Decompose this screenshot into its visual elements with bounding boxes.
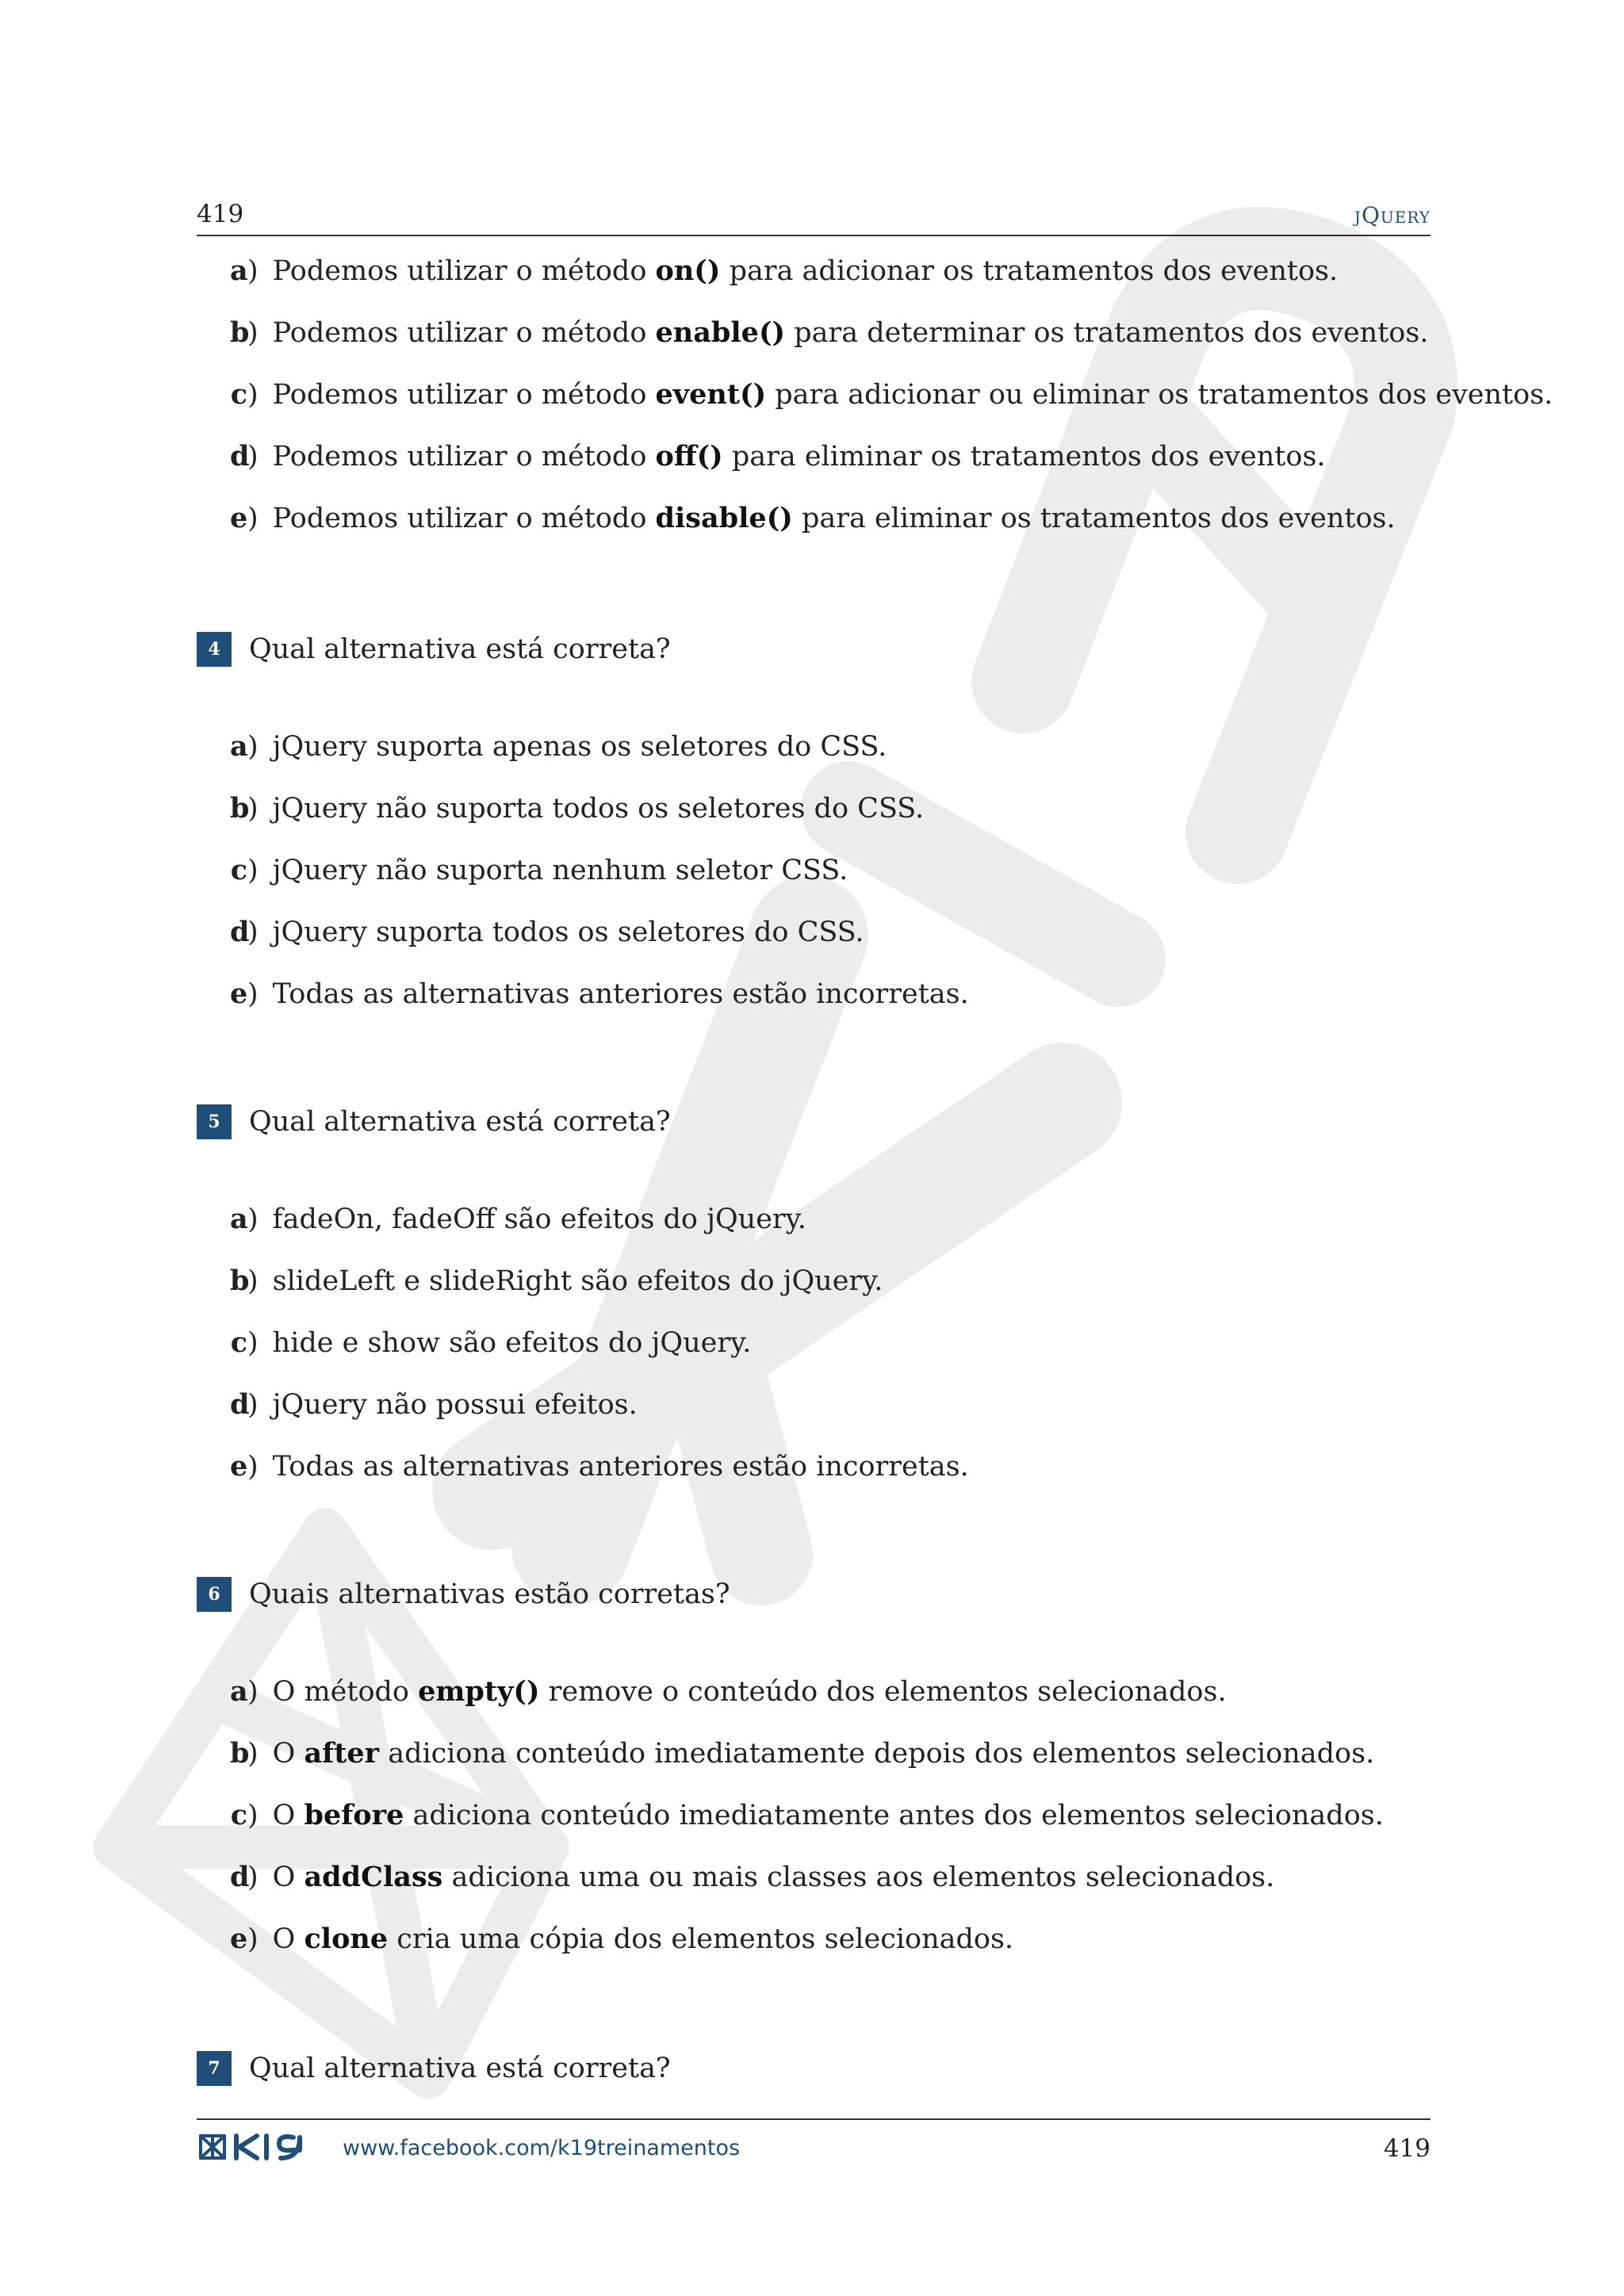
question-4 <box>197 632 671 667</box>
q5-option-d: d) jQuery não possui efeitos. <box>230 1388 638 1421</box>
question-5 <box>197 1104 671 1139</box>
question-6 <box>197 1577 730 1612</box>
header-chapter-title: jQuery <box>1354 202 1431 228</box>
page-footer <box>197 2118 1431 2175</box>
question-number-badge: 4 <box>197 632 232 667</box>
footer-page-number: 419 <box>1383 2134 1431 2163</box>
q6-option-d: d) O addClass adiciona uma ou mais classes aos elementos selecionados. <box>230 1861 1275 1893</box>
question-7 <box>197 2051 671 2086</box>
q5-option-b: b) slideLeft e slideRight são efeitos do jQuery. <box>230 1265 883 1297</box>
q5-option-e: e) Todas as alternativas anteriores estão incorretas. <box>230 1450 969 1483</box>
q6-option-e: e) O clone cria uma cópia dos elementos selecionados. <box>230 1923 1014 1955</box>
q4-option-e: e) Todas as alternativas anteriores estão incorretas. <box>230 978 969 1010</box>
k19-logo <box>198 2131 317 2163</box>
q6-option-c: c) O before adiciona conteúdo imediatamente antes dos elementos selecionados. <box>230 1799 1384 1831</box>
question-number-badge: 6 <box>197 1577 232 1612</box>
question-text: Quais alternativas estão corretas? <box>249 1578 730 1610</box>
question-text: Qual alternativa está correta? <box>249 633 671 665</box>
q4-option-a: a) jQuery suporta apenas os seletores do CSS. <box>230 730 887 763</box>
question-text: Qual alternativa está correta? <box>249 2053 671 2084</box>
question-number-badge: 7 <box>197 2051 232 2086</box>
q3-option-e: e) Podemos utilizar o método disable() para eliminar os tratamentos dos eventos. <box>230 502 1396 534</box>
q3-option-b: b) Podemos utilizar o método enable() para determinar os tratamentos dos eventos. <box>230 316 1429 349</box>
q6-option-a: a) O método empty() remove o conteúdo dos elementos selecionados. <box>230 1675 1227 1708</box>
q5-option-a: a) fadeOn, fadeOff são efeitos do jQuery. <box>230 1203 806 1235</box>
q4-option-c: c) jQuery não suporta nenhum seletor CSS. <box>230 854 848 886</box>
q3-option-d: d) Podemos utilizar o método off() para eliminar os tratamentos dos eventos. <box>230 440 1326 473</box>
footer-url: www.facebook.com/k19treinamentos <box>343 2136 741 2160</box>
header-page-number: 419 <box>197 200 244 228</box>
question-number-badge: 5 <box>197 1104 232 1139</box>
q3-option-a: a) Podemos utilizar o método on() para adicionar os tratamentos dos eventos. <box>230 254 1339 287</box>
question-text: Qual alternativa está correta? <box>249 1106 671 1138</box>
page-header <box>197 198 1431 236</box>
q5-option-c: c) hide e show são efeitos do jQuery. <box>230 1326 752 1359</box>
q4-option-b: b) jQuery não suporta todos os seletores do CSS. <box>230 792 925 825</box>
q4-option-d: d) jQuery suporta todos os seletores do CSS. <box>230 916 864 948</box>
q3-option-c: c) Podemos utilizar o método event() para adicionar ou eliminar os tratamentos dos eventos. <box>230 378 1553 411</box>
q6-option-b: b) O after adiciona conteúdo imediatamente depois dos elementos selecionados. <box>230 1737 1375 1770</box>
